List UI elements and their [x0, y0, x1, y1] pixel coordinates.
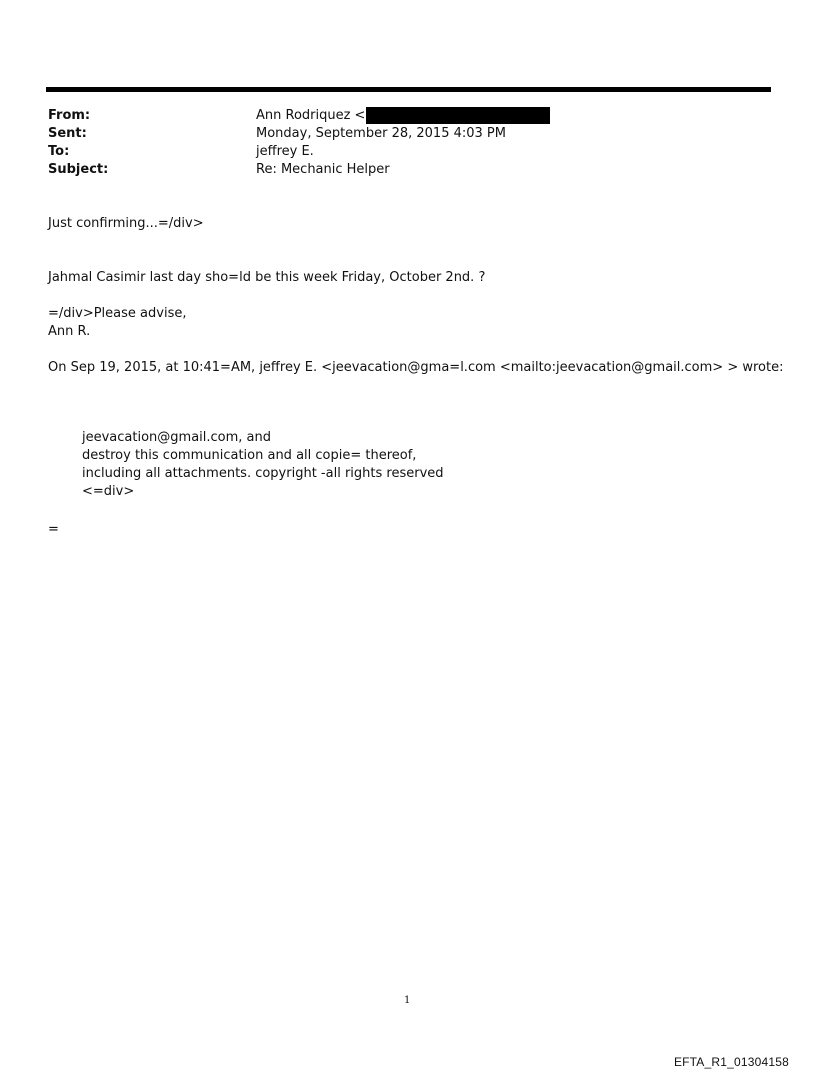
- email-header: [48, 107, 748, 179]
- body-line-confirming: Just confirming...=/div>: [48, 216, 204, 231]
- page-number: 1: [404, 995, 411, 1006]
- redaction-block: [366, 107, 550, 124]
- to-row: [48, 143, 748, 161]
- from-row: [48, 107, 748, 125]
- quoted-line: destroy this communication and all copie= thereof,: [82, 448, 417, 463]
- to-value: jeffrey E.: [256, 144, 314, 159]
- from-label: From:: [48, 108, 91, 123]
- subject-label: Subject:: [48, 162, 109, 177]
- subject-row: [48, 161, 748, 179]
- body-line-last-day: Jahmal Casimir last day sho=ld be this week Friday, October 2nd. ?: [48, 270, 486, 285]
- body-trailer: =: [48, 522, 59, 537]
- from-value: [256, 107, 748, 125]
- subject-value: Re: Mechanic Helper: [256, 162, 390, 177]
- quoted-text: [82, 429, 444, 501]
- body-line-signature: Ann R.: [48, 324, 91, 339]
- body-line-quote-header: On Sep 19, 2015, at 10:41=AM, jeffrey E. <jeevacation@gma=l.com <mailto:jeevacation@gmail.com> > wrote:: [48, 360, 784, 375]
- header-rule: [46, 87, 771, 92]
- quoted-line: jeevacation@gmail.com, and: [82, 430, 272, 445]
- sent-label: Sent:: [48, 126, 87, 141]
- document-id: EFTA_R1_01304158: [673, 1055, 789, 1069]
- body-line-please-advise: =/div>Please advise,: [48, 306, 187, 321]
- from-name: Ann Rodriquez <: [256, 108, 366, 123]
- sent-value: Monday, September 28, 2015 4:03 PM: [256, 126, 506, 141]
- quoted-line: <=div>: [82, 484, 135, 499]
- sent-row: [48, 125, 748, 143]
- quoted-line: including all attachments. copyright -all rights reserved: [82, 466, 444, 481]
- to-label: To:: [48, 144, 70, 159]
